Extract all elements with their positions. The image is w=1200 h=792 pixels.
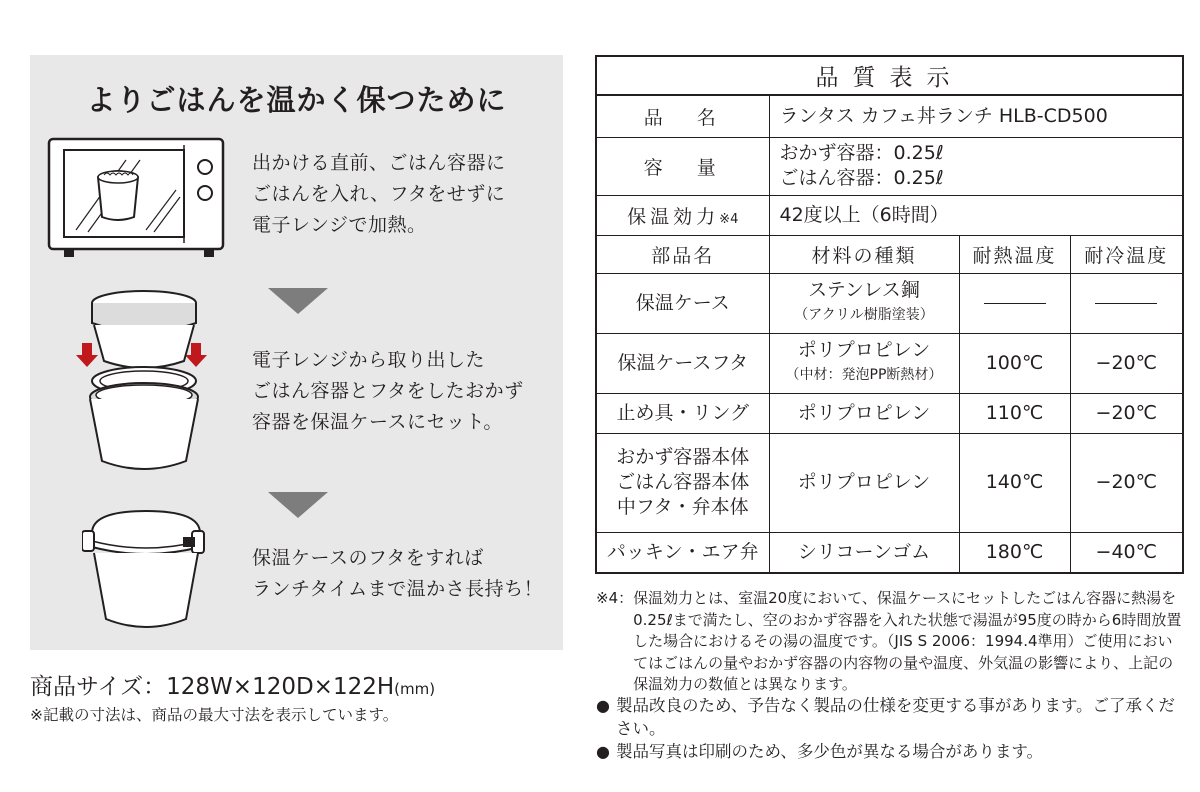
step-1-text: 出かける直前、ごはん容器に ごはんを入れ、フタをせずに 電子レンジで加熱。 xyxy=(252,152,506,236)
capacity-label: 容量 xyxy=(596,137,769,195)
table-row: 保温ケースフタ ポリプロピレン （中材：発泡PP断熱材） 100℃ −20℃ xyxy=(596,333,1183,393)
heat-retention-value: 42度以上（6時間） xyxy=(769,195,1183,235)
bullet-icon: ● xyxy=(596,742,610,761)
table-row: 止め具・リング ポリプロピレン 110℃ −20℃ xyxy=(596,393,1183,433)
notice-list xyxy=(596,694,1186,763)
usage-guide-panel xyxy=(30,55,563,650)
step-2-text: 電子レンジから取り出した ごはん容器とフタをしたおかず 容器を保温ケースにセット。 xyxy=(252,349,524,433)
closed-case-illustration xyxy=(82,503,212,638)
down-arrow-icon xyxy=(268,492,328,518)
table-row: おかず容器本体 ごはん容器本体 中フタ・弁本体 ポリプロピレン 140℃ −20℃ xyxy=(596,433,1183,532)
container-set-illustration xyxy=(70,285,220,480)
header-part: 部品名 xyxy=(596,235,769,273)
guide-title: よりごはんを温かく保つために xyxy=(86,83,507,117)
header-cold-resistance: 耐冷温度 xyxy=(1070,235,1183,273)
product-name-value: ランタス カフェ丼ランチ HLB-CD500 xyxy=(769,95,1183,137)
list-item: ● 製品写真は印刷のため、多少色が異なる場合があります。 xyxy=(596,742,1044,761)
table-row: パッキン・エア弁 シリコーンゴム 180℃ −40℃ xyxy=(596,532,1183,573)
step-3-text: 保温ケースのフタをすれば ランチタイムまで温かさ長持ち！ xyxy=(252,547,544,600)
empty-dash xyxy=(1070,273,1183,333)
size-note: ※記載の寸法は、商品の最大寸法を表示しています。 xyxy=(30,706,399,724)
header-material: 材料の種類 xyxy=(769,235,959,273)
quality-label-table xyxy=(595,55,1184,574)
product-size: 商品サイズ：128W×120D×122H(mm) xyxy=(30,674,436,700)
header-heat-resistance: 耐熱温度 xyxy=(959,235,1070,273)
list-item: ● 製品改良のため、予告なく製品の仕様を変更する事があります。ご了承ください。 xyxy=(596,696,1176,738)
down-arrow-icon xyxy=(268,288,328,314)
heat-retention-footnote: ※4： 保温効力とは、室温20度において、保温ケースにセットしたごはん容器に熱湯を0.25ℓまで満たし、空のおかず容器を入れた状態で湯温が95度の時から6時間放置した場合におけるその湯の温度です。（JIS S 2006：1994.4準用）ご使用においてはごはんの量やおかず容器の内容物の量や温度、外気温の影響により、上記の保温効力の数値とは異なります。 xyxy=(596,589,1182,693)
table-title: 品質表示 xyxy=(596,56,1183,95)
microwave-illustration xyxy=(46,135,226,261)
capacity-value: おかず容器：0.25ℓ ごはん容器：0.25ℓ xyxy=(769,137,1183,195)
bullet-icon: ● xyxy=(596,696,610,715)
product-name-label: 品名 xyxy=(596,95,769,137)
table-row: 保温ケース ステンレス鋼 （アクリル樹脂塗装） xyxy=(596,273,1183,333)
heat-retention-label: 保温効力※4 xyxy=(596,195,769,235)
empty-dash xyxy=(959,273,1070,333)
